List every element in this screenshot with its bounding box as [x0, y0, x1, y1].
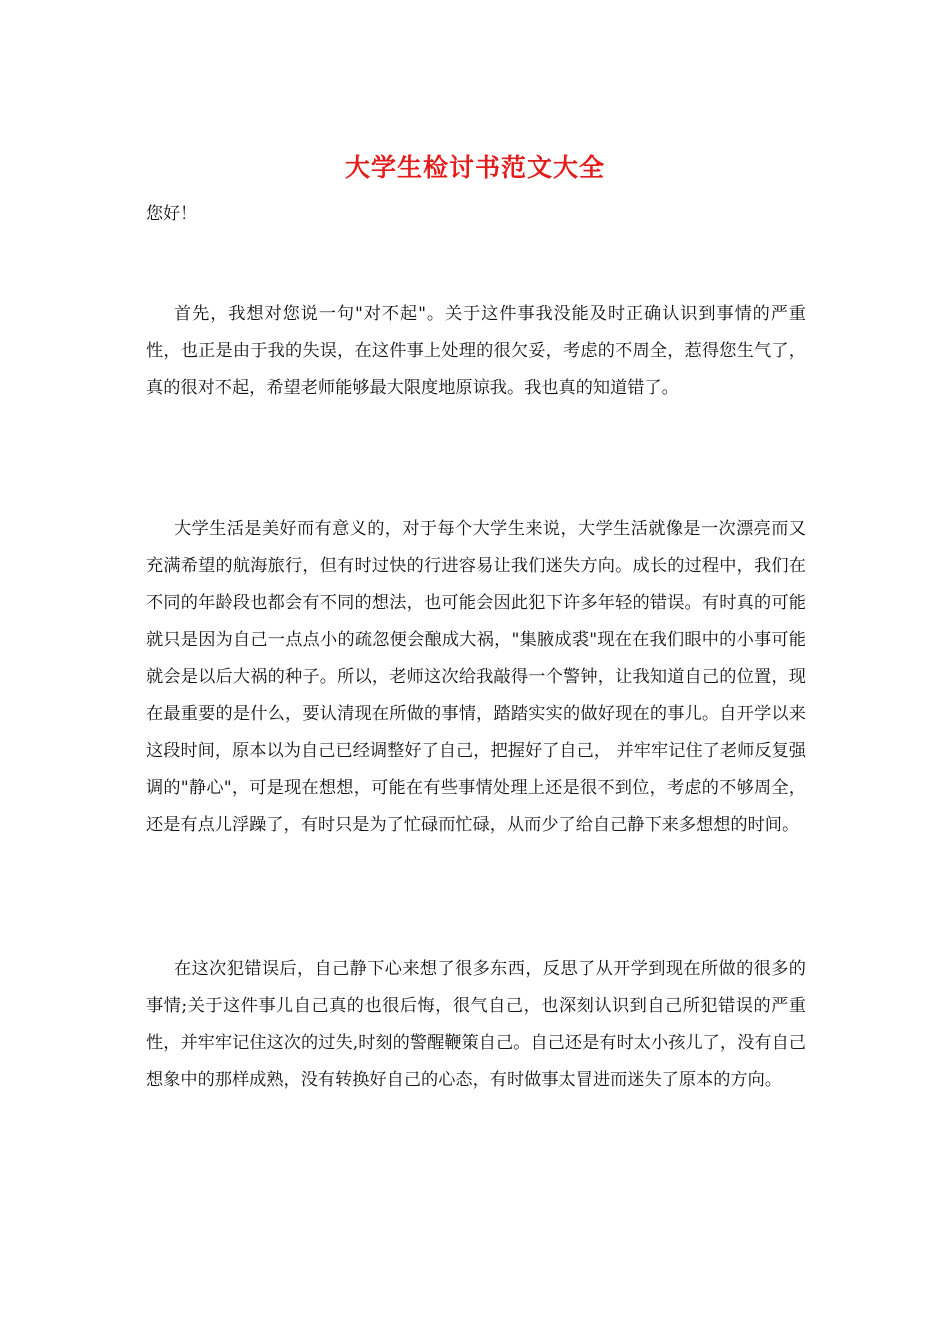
document-title: 大学生检讨书范文大全 — [344, 153, 605, 182]
paragraph-3: 在这次犯错误后，自己静下心来想了很多东西，反思了从开学到现在所做的很多的事情;关于这件事儿自己真的也很后悔，很气自己，也深刻认识到自己所犯错误的严重性，并牢牢记住这次的过失,时刻的警醒鞭策自己。自己还是有时太小孩儿了，没有自己想象中的那样成熟，没有转换好自己的心态，有时做事太冒进而迷失了原本的方向。 — [146, 959, 806, 1090]
paragraph-2: 大学生活是美好而有意义的，对于每个大学生来说，大学生活就像是一次漂亮而又充满希望的航海旅行，但有时过快的行进容易让我们迷失方向。成长的过程中，我们在不同的年龄段也都会有不同的想法，也可能会因此犯下许多年轻的错误。有时真的可能就只是因为自己一点点小的疏忽便会酿成大祸，"集腋成裘"现在在我们眼中的小事可能就会是以后大祸的种子。所以，老师这次给我敲得一个警钟，让我知道自己的位置，现在最重要的是什么，要认清现在所做的事情，踏踏实实的做好现在的事儿。自开学以来这段时间，原本以为自己已经调整好了自己，把握好了自己， 并牢牢记住了老师反复强调的"静心"，可是现在想想，可能在有些事情处理上还是很不到位，考虑的不够周全，还是有点儿浮躁了，有时只是为了忙碌而忙碌，从而少了给自己静下来多想想的时间。 — [146, 519, 806, 835]
greeting: 您好！ — [146, 204, 197, 224]
paragraph-1: 首先，我想对您说一句"对不起"。关于这件事我没能及时正确认识到事情的严重性，也正是由于我的失误，在这件事上处理的很欠妥，考虑的不周全，惹得您生气了，真的很对不起，希望老师能够最大限度地原谅我。我也真的知道错了。 — [146, 304, 806, 398]
